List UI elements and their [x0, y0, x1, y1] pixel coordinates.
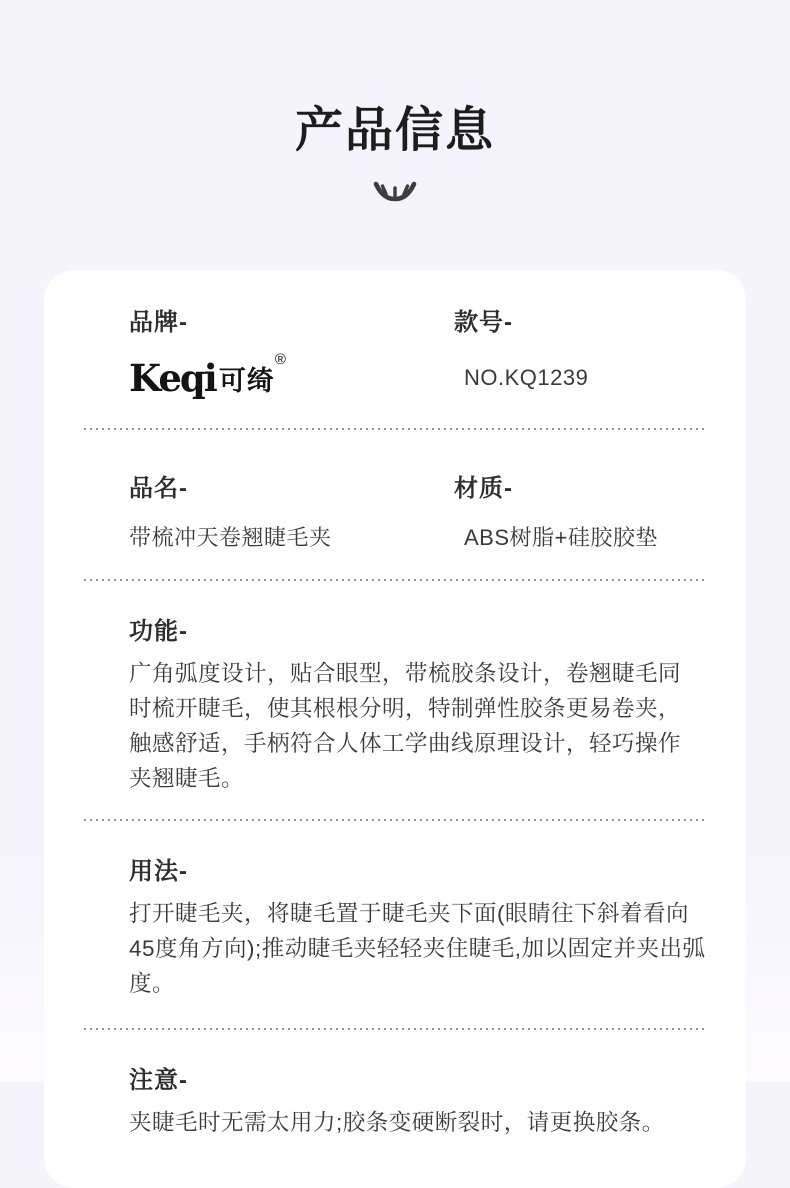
material-block — [454, 468, 706, 552]
brand-logo-latin: Keqi — [129, 356, 216, 400]
brand-model-row — [84, 270, 706, 403]
notice-text: 夹睫毛时无需太用力;胶条变硬断裂时，请更换胶条。 — [129, 1110, 665, 1135]
page-title: 产品信息 — [294, 104, 495, 157]
brand-logo — [129, 353, 454, 403]
usage-section — [84, 821, 706, 1001]
model-value: NO.KQ1239 — [464, 365, 589, 390]
brand-logo-chinese: 可绮 — [218, 365, 275, 396]
registered-trademark-icon: ® — [274, 351, 286, 368]
name-label: 品名- — [129, 475, 188, 502]
brand-label: 品牌- — [129, 309, 188, 336]
material-value: ABS树脂+硅胶胶垫 — [464, 525, 658, 550]
product-info-card — [44, 270, 746, 1188]
closed-eyelash-icon — [0, 178, 790, 204]
model-block — [454, 300, 706, 403]
function-label: 功能- — [129, 618, 188, 645]
usage-text: 打开睫毛夹，将睫毛置于睫毛夹下面(眼睛往下斜着看向45度角方向);推动睫毛夹轻轻夹住睫毛,加以固定并夹出弧度。 — [129, 901, 706, 996]
page-header — [0, 0, 790, 204]
function-text: 广角弧度设计，贴合眼型，带梳胶条设计，卷翘睫毛同时梳开睫毛，使其根根分明，特制弹性胶条更易卷夹，触感舒适，手柄符合人体工学曲线原理设计，轻巧操作夹翘睫毛。 — [129, 661, 682, 791]
model-label: 款号- — [454, 309, 513, 336]
name-value: 带梳冲天卷翘睫毛夹 — [129, 525, 332, 550]
notice-label: 注意- — [129, 1067, 188, 1094]
material-label: 材质- — [454, 475, 513, 502]
notice-section — [84, 1030, 706, 1140]
function-section — [84, 581, 706, 796]
usage-label: 用法- — [129, 858, 188, 885]
name-block — [129, 468, 454, 552]
name-material-row — [84, 430, 706, 552]
brand-block — [129, 300, 454, 403]
